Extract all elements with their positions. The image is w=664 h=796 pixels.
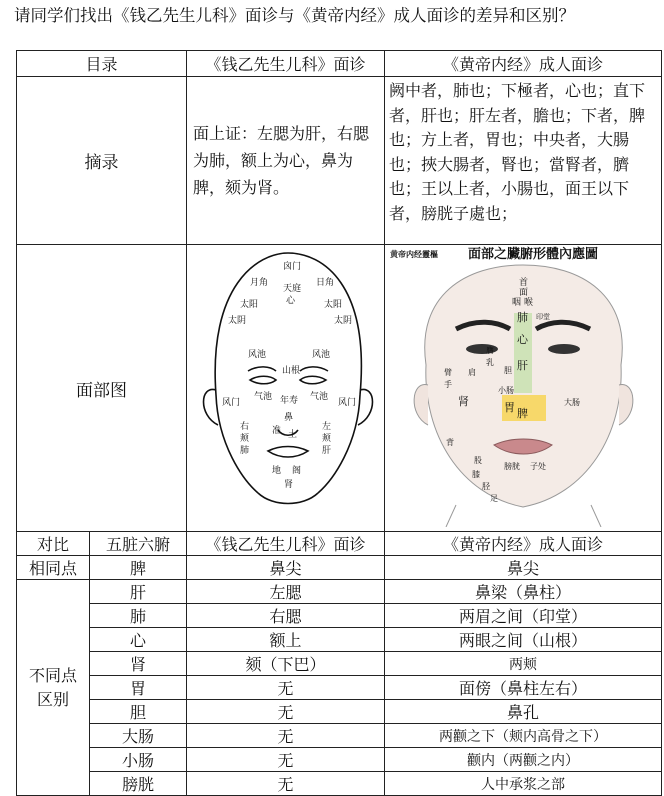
diff-qian: 额上 <box>187 628 385 652</box>
diff-qian: 无 <box>187 748 385 772</box>
diff-qian: 左腮 <box>187 580 385 604</box>
svg-text:阁: 阁 <box>291 466 301 476</box>
diff-organ: 小肠 <box>90 748 187 772</box>
svg-text:太阴: 太阴 <box>333 316 352 326</box>
svg-text:气池: 气池 <box>253 392 272 402</box>
svg-text:年寿: 年寿 <box>279 396 298 406</box>
excerpt-label: 摘录 <box>17 77 187 245</box>
child-face-diagram <box>188 245 384 527</box>
svg-text:肺: 肺 <box>239 446 249 456</box>
diff-qian: 无 <box>187 676 385 700</box>
header-catalog: 目录 <box>17 51 187 77</box>
svg-text:肾: 肾 <box>457 395 469 408</box>
svg-text:风池: 风池 <box>311 350 330 360</box>
diff-organ: 肝 <box>90 580 187 604</box>
face-diagram-row <box>17 245 662 532</box>
svg-text:肺: 肺 <box>516 311 528 324</box>
diff-label: 不同点区别 <box>17 580 90 796</box>
diff-organ: 肾 <box>90 652 187 676</box>
adult-face-diagram-cell <box>385 245 662 532</box>
diff-row <box>17 724 662 748</box>
svg-text:面: 面 <box>518 288 528 298</box>
svg-text:膀胱: 膀胱 <box>503 462 520 471</box>
diff-huangdi: 两颊 <box>385 652 662 676</box>
svg-text:天庭: 天庭 <box>282 284 301 294</box>
diff-row <box>17 628 662 652</box>
svg-text:心: 心 <box>285 296 295 306</box>
diff-row <box>17 604 662 628</box>
diff-row <box>17 700 662 724</box>
compare-header-huangdi: 《黄帝内经》成人面诊 <box>385 532 662 556</box>
svg-text:肝: 肝 <box>321 446 331 456</box>
same-qian: 鼻尖 <box>187 556 385 580</box>
diff-huangdi: 两眉之间（印堂） <box>385 604 662 628</box>
diff-huangdi: 颧内（两颧之内） <box>385 748 662 772</box>
compare-header-contrast: 对比 <box>17 532 90 556</box>
svg-text:脾: 脾 <box>516 407 528 420</box>
svg-text:太阳: 太阳 <box>239 300 258 310</box>
diff-organ: 胃 <box>90 676 187 700</box>
svg-text:膺: 膺 <box>485 346 494 355</box>
svg-text:颊: 颊 <box>321 434 331 444</box>
svg-text:风门: 风门 <box>221 398 240 408</box>
svg-text:太阴: 太阴 <box>227 316 246 326</box>
diff-qian: 无 <box>187 724 385 748</box>
diff-qian: 无 <box>187 772 385 796</box>
child-face-labels <box>222 260 356 490</box>
svg-text:肩: 肩 <box>467 368 476 377</box>
diff-organ: 膀胱 <box>90 772 187 796</box>
adult-diagram-subtitle: 黄帝内经靈樞 <box>389 249 438 259</box>
svg-text:首: 首 <box>518 278 528 288</box>
diff-row <box>17 652 662 676</box>
svg-text:喉: 喉 <box>523 298 533 308</box>
svg-text:乳: 乳 <box>485 358 494 367</box>
svg-text:地: 地 <box>271 466 281 476</box>
svg-text:心: 心 <box>516 333 528 346</box>
svg-text:股: 股 <box>473 456 482 465</box>
svg-text:肾: 肾 <box>283 480 293 490</box>
svg-text:颊: 颊 <box>239 434 249 444</box>
same-organ: 脾 <box>90 556 187 580</box>
excerpt-row <box>17 77 662 245</box>
diff-row <box>17 580 662 604</box>
svg-text:左: 左 <box>321 422 331 432</box>
svg-text:土: 土 <box>287 430 297 440</box>
diff-huangdi: 鼻孔 <box>385 700 662 724</box>
diff-huangdi: 面傍（鼻柱左右） <box>385 676 662 700</box>
child-face-diagram-cell <box>187 245 385 532</box>
diff-organ: 肺 <box>90 604 187 628</box>
diff-organ: 胆 <box>90 700 187 724</box>
diff-row <box>17 676 662 700</box>
same-row <box>17 556 662 580</box>
excerpt-qian-text: 面上证：左腮为肝，右腮为肺，额上为心，鼻为脾，颏为肾。 <box>187 77 385 245</box>
header-qian: 《钱乙先生儿科》面诊 <box>187 51 385 77</box>
diff-row <box>17 748 662 772</box>
header-huangdi: 《黄帝内经》成人面诊 <box>385 51 662 77</box>
diff-qian: 颏（下巴） <box>187 652 385 676</box>
svg-text:大肠: 大肠 <box>563 398 580 407</box>
svg-text:肝: 肝 <box>516 359 528 372</box>
same-label: 相同点 <box>17 556 90 580</box>
adult-face-diagram <box>386 245 661 527</box>
diff-huangdi: 鼻梁（鼻柱） <box>385 580 662 604</box>
svg-text:手: 手 <box>443 380 452 389</box>
compare-header-row <box>17 532 662 556</box>
svg-text:印堂: 印堂 <box>535 313 550 321</box>
comparison-table <box>16 50 662 796</box>
svg-text:鼻: 鼻 <box>283 413 293 423</box>
diff-huangdi: 两颧之下（颊内高骨之下） <box>385 724 662 748</box>
svg-text:胫: 胫 <box>481 482 490 491</box>
svg-text:胃: 胃 <box>503 401 515 414</box>
svg-text:月角: 月角 <box>249 278 268 288</box>
face-label: 面部图 <box>17 245 187 532</box>
same-huangdi: 鼻尖 <box>385 556 662 580</box>
diff-qian: 右腮 <box>187 604 385 628</box>
header-row <box>17 51 662 77</box>
diff-organ: 大肠 <box>90 724 187 748</box>
svg-text:子处: 子处 <box>529 462 546 471</box>
svg-text:风池: 风池 <box>247 350 266 360</box>
svg-text:小肠: 小肠 <box>497 386 514 395</box>
question-text: 请同学们找出《钱乙先生儿科》面诊与《黄帝内经》成人面诊的差异和区别？ <box>14 6 575 25</box>
compare-header-organs: 五脏六腑 <box>90 532 187 556</box>
diff-qian: 无 <box>187 700 385 724</box>
diff-organ: 心 <box>90 628 187 652</box>
svg-text:囟门: 囟门 <box>282 262 301 272</box>
adult-diagram-title: 面部之臟腑形體內應圖 <box>467 247 598 262</box>
svg-text:胆: 胆 <box>503 366 512 375</box>
svg-text:日角: 日角 <box>315 278 334 288</box>
svg-text:气池: 气池 <box>309 392 328 402</box>
excerpt-huangdi-text: 阙中者，肺也；下極者，心也；直下者，肝也；肝左者，膽也；下者，脾也；方上者，胃也；中央者，大腸也；挾大腸者，腎也；當腎者，臍也；王以上者，小腸也，面王以下者，膀胱子處也； <box>385 77 662 245</box>
diff-row <box>17 772 662 796</box>
diff-huangdi: 两眼之间（山根） <box>385 628 662 652</box>
svg-text:准: 准 <box>271 426 281 436</box>
svg-text:膝: 膝 <box>471 470 480 479</box>
compare-header-qian: 《钱乙先生儿科》面诊 <box>187 532 385 556</box>
svg-text:背: 背 <box>445 438 454 447</box>
svg-text:太阳: 太阳 <box>323 300 342 310</box>
diff-huangdi: 人中承浆之部 <box>385 772 662 796</box>
svg-text:风门: 风门 <box>337 398 356 408</box>
svg-text:右: 右 <box>239 422 249 432</box>
svg-text:咽: 咽 <box>511 298 521 308</box>
svg-text:臂: 臂 <box>443 368 452 377</box>
svg-text:山根: 山根 <box>281 366 300 376</box>
svg-text:足: 足 <box>489 494 498 503</box>
